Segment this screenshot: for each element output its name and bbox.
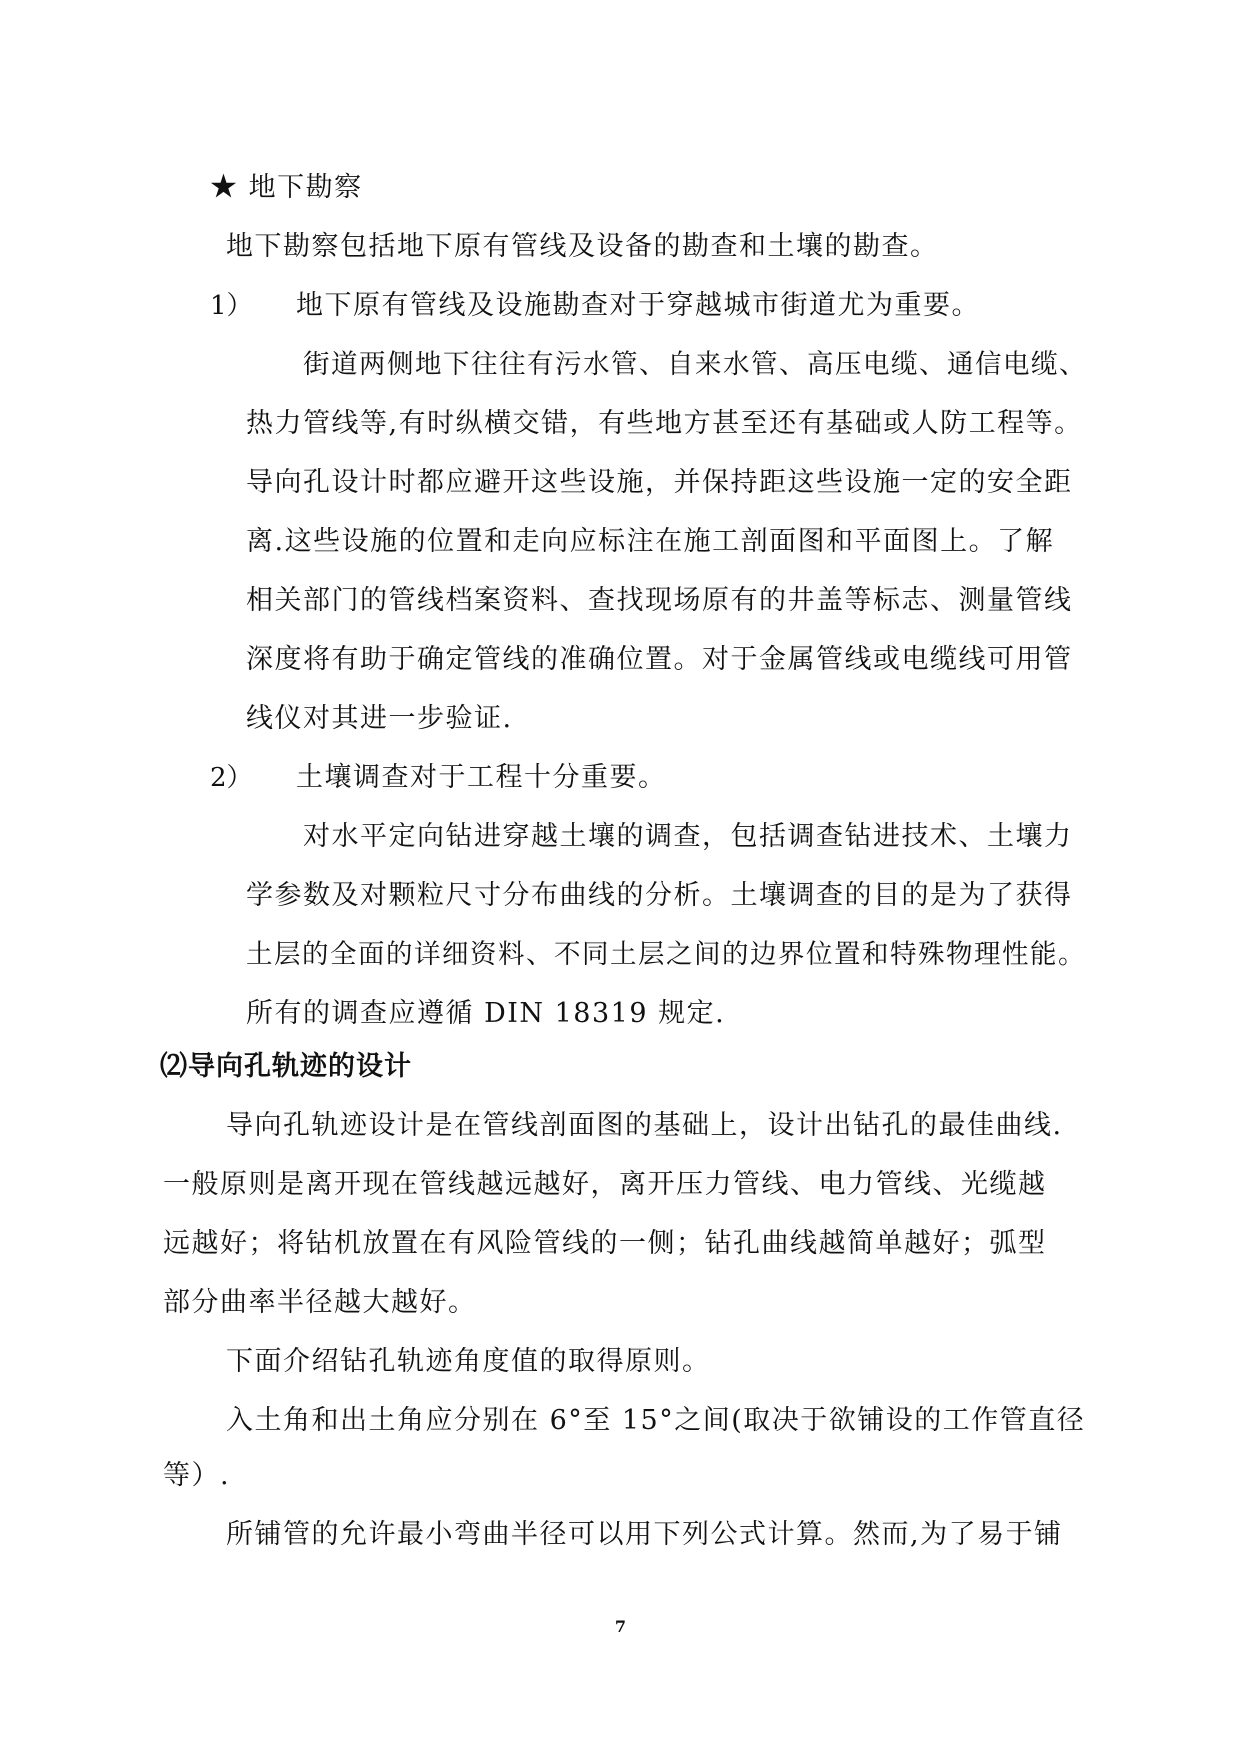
section2-line-1: 导向孔轨迹设计是在管线剖面图的基础上，设计出钻孔的最佳曲线. — [226, 1110, 1063, 1141]
item2-line-4: 所有的调查应遵循 DIN 18319 规定. — [246, 998, 726, 1029]
section2-line-3: 远越好；将钻机放置在有风险管线的一侧；钻孔曲线越简单越好；弧型 — [163, 1228, 1047, 1259]
section-star-title: 地下勘察 — [248, 172, 363, 203]
item1-line-6: 深度将有助于确定管线的准确位置。对于金属管线或电缆线可用管 — [246, 644, 1073, 675]
item1-line-5: 相关部门的管线档案资料、查找现场原有的井盖等标志、测量管线 — [246, 585, 1073, 616]
item2-line-1: 对水平定向钻进穿越土壤的调查，包括调查钻进技术、土壤力 — [303, 821, 1073, 852]
section2-line-5: 下面介绍钻孔轨迹角度值的取得原则。 — [226, 1346, 711, 1377]
section2-line-7: 等）. — [163, 1460, 231, 1491]
item2-heading: 土壤调查对于工程十分重要。 — [296, 762, 667, 793]
item2-number: 2） — [210, 763, 253, 793]
section2-line-4: 部分曲率半径越大越好。 — [163, 1287, 477, 1318]
star-icon: ★ — [210, 172, 239, 203]
section2-line-8: 所铺管的允许最小弯曲半径可以用下列公式计算。然而,为了易于铺 — [226, 1519, 1063, 1550]
item2-line-2: 学参数及对颗粒尺寸分布曲线的分析。土壤调查的目的是为了获得 — [246, 880, 1073, 911]
section2-line-6: 入土角和出土角应分别在 6°至 15°之间(取决于欲铺设的工作管直径 — [226, 1405, 1086, 1436]
item1-line-2: 热力管线等,有时纵横交错，有些地方甚至还有基础或人防工程等。 — [246, 408, 1083, 439]
section2-heading: ⑵导向孔轨迹的设计 — [160, 1051, 412, 1082]
item1-number: 1） — [210, 291, 253, 321]
item1-line-1: 街道两侧地下往往有污水管、自来水管、高压电缆、通信电缆、 — [303, 349, 1087, 380]
item1-line-7: 线仪对其进一步验证. — [246, 703, 513, 734]
page-number: 7 — [614, 1617, 627, 1636]
item1-heading: 地下原有管线及设施勘查对于穿越城市街道尤为重要。 — [296, 290, 980, 321]
item2-line-3: 土层的全面的详细资料、不同土层之间的边界位置和特殊物理性能。 — [246, 939, 1086, 970]
item1-line-4: 离.这些设施的位置和走向应标注在施工剖面图和平面图上。了解 — [246, 526, 1055, 557]
intro-paragraph: 地下勘察包括地下原有管线及设备的勘查和土壤的勘查。 — [226, 231, 939, 262]
item1-line-3: 导向孔设计时都应避开这些设施，并保持距这些设施一定的安全距 — [246, 467, 1073, 498]
section-star-heading — [210, 168, 363, 208]
section2-line-2: 一般原则是离开现在管线越远越好，离开压力管线、电力管线、光缆越 — [163, 1169, 1047, 1200]
